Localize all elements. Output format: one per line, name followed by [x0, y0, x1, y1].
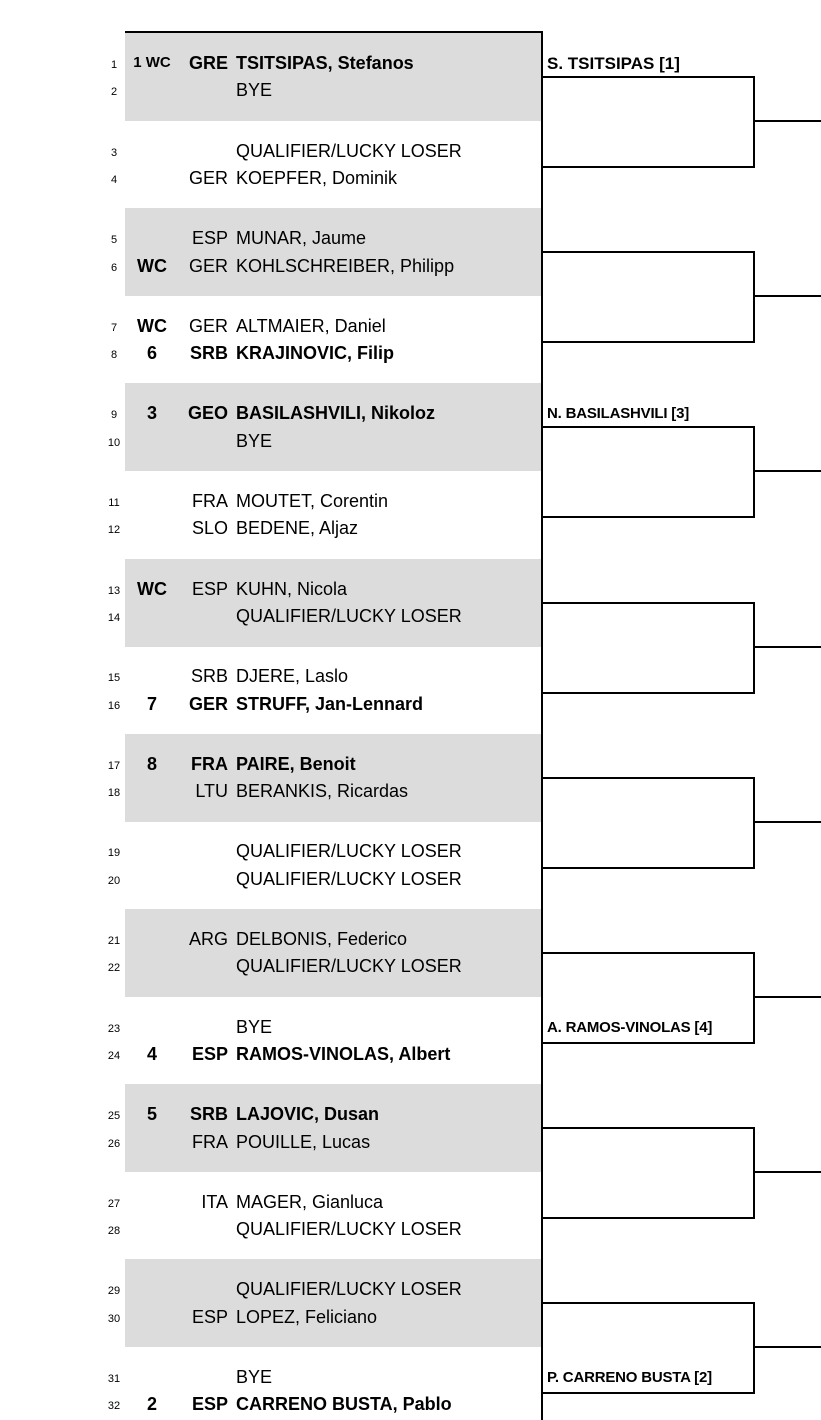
- player-name: MAGER, Gianluca: [236, 1191, 384, 1212]
- player-name: LAJOVIC, Dusan: [236, 1104, 380, 1125]
- seed-label: 2: [146, 1394, 157, 1415]
- bracket-connector: [542, 1127, 755, 1219]
- player-name: STRUFF, Jan-Lennard: [236, 693, 424, 714]
- bracket-connector: [542, 251, 755, 343]
- draw-position-number: 21: [107, 935, 121, 947]
- bracket-output-line: [755, 821, 821, 823]
- draw-position-number: 3: [110, 146, 118, 159]
- match-band: [125, 559, 542, 647]
- player-name: KUHN, Nicola: [236, 578, 348, 599]
- draw-position-number: 10: [107, 436, 121, 449]
- nationality-code: ITA: [201, 1191, 228, 1212]
- match-band: [125, 1084, 542, 1172]
- player-name: DJERE, Laslo: [236, 666, 349, 687]
- player-name: QUALIFIER/LUCKY LOSER: [236, 956, 462, 977]
- seed-label: WC: [137, 255, 167, 276]
- draw-position-number: 30: [107, 1312, 121, 1325]
- player-name: QUALIFIER/LUCKY LOSER: [236, 868, 462, 889]
- draw-position-number: 22: [107, 962, 121, 975]
- draw-position-number: 9: [110, 409, 118, 422]
- bracket-connector: [542, 602, 755, 694]
- nationality-code: SRB: [190, 666, 228, 687]
- draw-position-number: 16: [107, 699, 121, 712]
- draw-position-number: 11: [108, 497, 120, 509]
- draw-position-number: 27: [107, 1197, 121, 1210]
- bracket-output-line: [755, 295, 821, 297]
- player-name: KOEPFER, Dominik: [236, 167, 398, 188]
- seed-label: 8: [146, 753, 157, 774]
- seed-label: 1 WC: [133, 54, 171, 71]
- seed-label: 3: [146, 403, 157, 424]
- player-name: BERANKIS, Ricardas: [236, 781, 409, 802]
- advancing-player: A. RAMOS-VINOLAS [4]: [547, 1018, 713, 1036]
- player-name: DELBONIS, Federico: [236, 929, 408, 949]
- advancing-player: P. CARRENO BUSTA [2]: [547, 1369, 712, 1386]
- draw-position-number: 31: [107, 1373, 121, 1385]
- nationality-code: GEO: [187, 403, 228, 424]
- seed-label: 4: [146, 1043, 157, 1064]
- advancing-player: S. TSITSIPAS [1]: [547, 54, 680, 73]
- draw-position-number: 12: [107, 524, 121, 537]
- nationality-code: ESP: [191, 1306, 228, 1327]
- nationality-code: ARG: [188, 929, 228, 949]
- draw-position-number: 29: [107, 1285, 121, 1298]
- match-band: [125, 1259, 542, 1347]
- player-name: QUALIFIER/LUCKY LOSER: [236, 1279, 462, 1300]
- match-band: [125, 208, 542, 296]
- player-name: ALTMAIER, Daniel: [236, 315, 386, 336]
- draw-position-number: 23: [107, 1022, 121, 1035]
- draw-position-number: 2: [110, 86, 118, 99]
- bracket-output-line: [755, 1346, 821, 1348]
- seed-label: WC: [137, 578, 167, 599]
- seed-label: WC: [137, 315, 167, 336]
- draw-position-number: 28: [107, 1225, 121, 1238]
- nationality-code: ESP: [191, 1394, 228, 1415]
- seed-label: 5: [146, 1104, 157, 1125]
- draw-position-number: 7: [110, 321, 118, 334]
- bracket-output-line: [755, 120, 821, 122]
- draw-position-number: 18: [107, 787, 121, 800]
- bracket-output-line: [755, 470, 821, 472]
- player-name: QUALIFIER/LUCKY LOSER: [236, 140, 462, 161]
- player-name: RAMOS-VINOLAS, Albert: [236, 1043, 451, 1064]
- player-name: POUILLE, Lucas: [236, 1131, 371, 1152]
- nationality-code: FRA: [191, 753, 228, 774]
- draw-position-number: 32: [107, 1400, 121, 1413]
- match-band: [125, 734, 542, 822]
- seed-label: 6: [146, 343, 157, 364]
- player-name: BYE: [236, 1367, 273, 1387]
- nationality-code: LTU: [195, 781, 228, 802]
- draw-position-number: 8: [110, 349, 118, 362]
- draw-position-number: 26: [107, 1137, 121, 1150]
- player-name: KRAJINOVIC, Filip: [236, 343, 395, 364]
- player-name: TSITSIPAS, Stefanos: [236, 53, 414, 73]
- draw-position-number: 17: [107, 759, 121, 772]
- draw-position-number: 1: [110, 59, 118, 71]
- nationality-code: GRE: [188, 53, 228, 73]
- player-name: KOHLSCHREIBER, Philipp: [236, 255, 455, 276]
- match-band: [125, 909, 542, 997]
- nationality-code: ESP: [191, 578, 228, 599]
- draw-position-number: 20: [107, 874, 121, 887]
- nationality-code: SRB: [189, 343, 228, 364]
- nationality-code: SLO: [191, 518, 228, 539]
- draw-position-number: 6: [110, 261, 118, 274]
- draw-position-number: 25: [107, 1110, 121, 1123]
- nationality-code: GER: [188, 315, 228, 336]
- player-name: PAIRE, Benoit: [236, 753, 356, 774]
- nationality-code: FRA: [192, 491, 228, 511]
- player-name: MUNAR, Jaume: [236, 228, 367, 249]
- player-name: BYE: [236, 80, 273, 101]
- draw-position-number: 5: [110, 234, 118, 247]
- draw-position-number: 15: [107, 672, 121, 685]
- player-name: MOUTET, Corentin: [236, 491, 389, 511]
- bracket-connector: [542, 777, 755, 869]
- nationality-code: ESP: [191, 228, 228, 249]
- bracket-output-line: [755, 1171, 821, 1173]
- nationality-code: GER: [188, 167, 228, 188]
- player-name: QUALIFIER/LUCKY LOSER: [236, 605, 462, 626]
- draw-position-number: 4: [110, 173, 118, 186]
- bracket-output-line: [755, 646, 821, 648]
- bracket-connector: [542, 76, 755, 168]
- advancing-player: N. BASILASHVILI [3]: [547, 405, 690, 423]
- match-band: [125, 33, 542, 121]
- player-name: BYE: [236, 1016, 273, 1037]
- nationality-code: GER: [188, 693, 228, 714]
- player-name: BYE: [236, 430, 273, 451]
- nationality-code: GER: [188, 255, 228, 276]
- player-name: BEDENE, Aljaz: [236, 518, 359, 539]
- nationality-code: SRB: [189, 1104, 228, 1125]
- draw-position-number: 14: [107, 611, 121, 624]
- player-name: QUALIFIER/LUCKY LOSER: [236, 1219, 462, 1240]
- seed-label: 7: [146, 693, 157, 714]
- draw-position-number: 13: [107, 584, 121, 597]
- player-name: CARRENO BUSTA, Pablo: [236, 1394, 452, 1415]
- nationality-code: ESP: [191, 1043, 228, 1064]
- player-name: LOPEZ, Feliciano: [236, 1306, 378, 1327]
- nationality-code: FRA: [192, 1131, 228, 1152]
- bracket-connector: [542, 426, 755, 518]
- player-name: QUALIFIER/LUCKY LOSER: [236, 841, 462, 862]
- match-band: [125, 383, 542, 471]
- bracket-output-line: [755, 996, 821, 998]
- draw-position-number: 24: [107, 1049, 121, 1062]
- draw-position-number: 19: [107, 847, 121, 860]
- player-name: BASILASHVILI, Nikoloz: [236, 403, 436, 424]
